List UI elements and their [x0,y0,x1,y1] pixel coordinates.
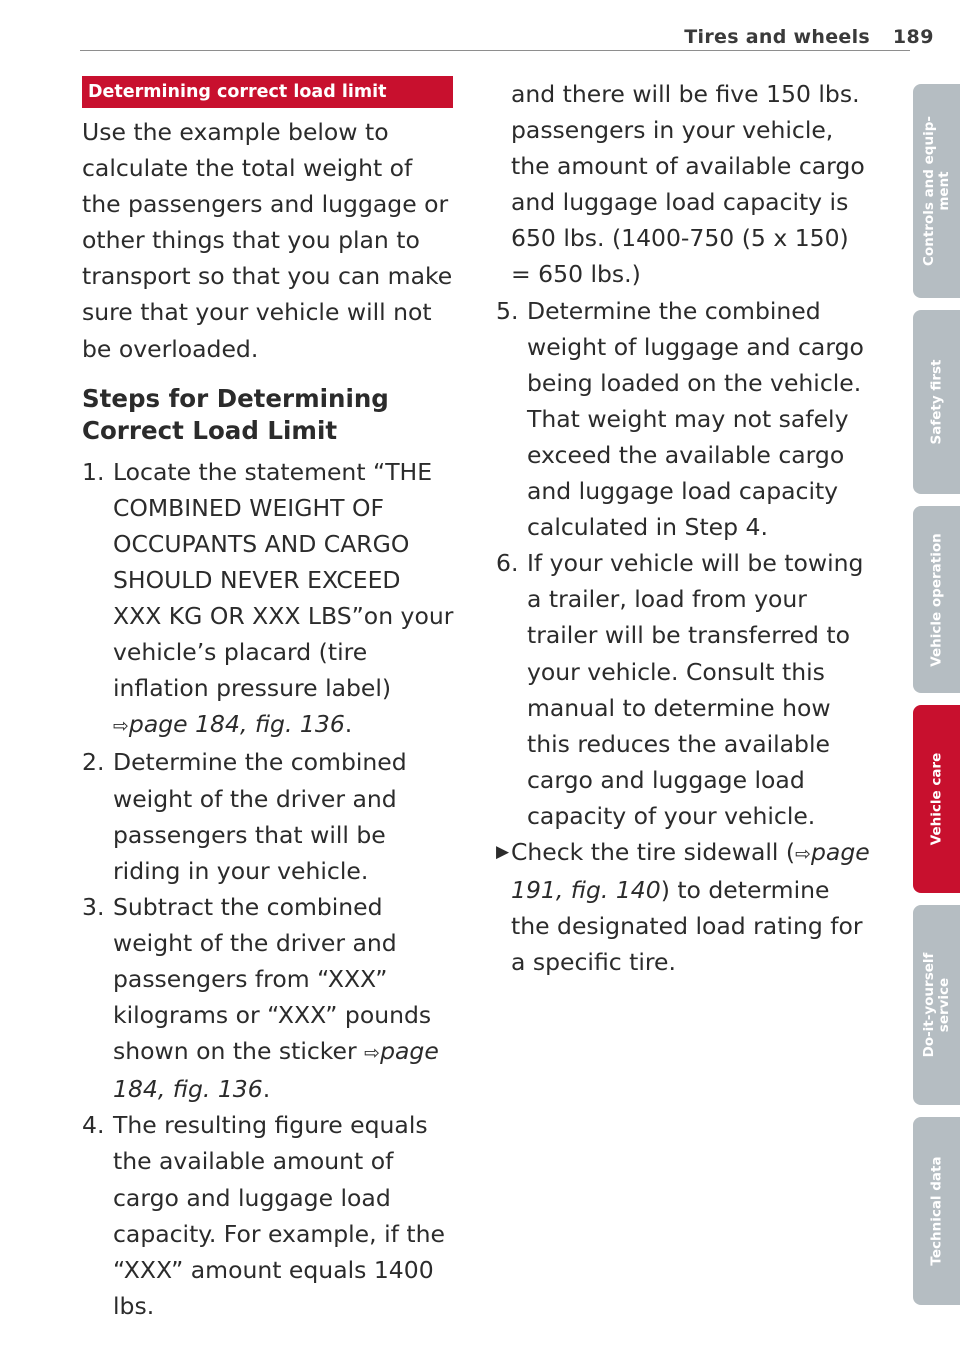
tab-label: ment [935,171,952,211]
step-number: 6. [496,549,519,578]
step-item [82,454,454,745]
step-text: Determine the combined weight of luggage and cargo being loaded on the vehicle. That weight may not safely exceed the available cargo and luggage load capacity calculated in Step 4. [527,296,864,542]
section-band: Determining correct load limit [82,76,453,108]
tab-label: Safety first [928,359,944,445]
left-column [82,76,454,1324]
step-number: 2. [82,748,105,777]
bullet-text: Check the tire sidewall ( [511,837,796,866]
bullet-item [496,834,874,980]
tab-label: Technical data [928,1156,944,1266]
tab-vehicle-operation[interactable] [913,506,960,693]
step-number: 5. [496,296,519,325]
steps-list-continued [496,293,874,834]
step-number: 3. [82,892,105,921]
tab-technical-data[interactable] [913,1117,960,1305]
page-reference-link[interactable]: page 184, fig. 136 [128,710,345,739]
tab-vehicle-care[interactable] [913,705,960,893]
running-title: Tires and wheels [684,26,870,48]
page-number: 189 [892,26,934,48]
step-item [496,545,874,834]
tab-label: Vehicle operation [928,532,944,667]
chapter-tabs [913,84,960,1317]
header-rule [80,50,910,51]
right-column [496,76,874,980]
step-text: If your vehicle will be towing a trailer, load from your trailer will be transferred to your vehicle. Consult this manual to determine how this reduces the available cargo and luggage load capacity of your vehicle. [527,549,864,830]
step-text: Determine the combined weight of the driver and passengers that will be riding in your vehicle. [113,748,407,885]
triangle-bullet-icon: ▶ [496,841,510,862]
page-reference-arrow-icon: ⇨ [113,715,129,738]
page-reference-link[interactable]: page 184, fig. 136 [113,1037,439,1104]
step-item [82,889,454,1108]
step-continuation: and there will be five 150 lbs. passengers in your vehicle, the amount of available cargo and luggage load capacity is 650 lbs. (1400-750 (5 x 150) = 650 lbs.) [511,80,865,289]
page-reference-arrow-icon: ⇨ [364,1042,381,1065]
step-text: Locate the statement “THE COMBINED WEIGHT OF OCCUPANTS AND CARGO SHOULD NEVER EXCEED XXX KG OR XXX LBS”on your vehicle’s placard (tire inflation pressure label) [113,457,454,703]
steps-heading: Steps for Determining Correct Load Limit [82,383,389,446]
page-reference-arrow-icon: ⇨ [795,842,811,865]
tab-controls-and-equipment[interactable] [913,84,960,298]
step-text: The resulting figure equals the available amount of cargo and luggage load capacity. For example, if the “XXX” amount equals 1400 lbs. [113,1111,445,1320]
step-text-end: . [262,1075,271,1104]
tab-label: service [935,977,952,1033]
step-number: 4. [82,1111,105,1140]
step-item [496,293,874,546]
tab-safety-first[interactable] [913,310,960,494]
page-reference-link[interactable]: page 191, fig. 140 [511,837,870,905]
step-text: Subtract the combined weight of the driver and passengers from “XXX” kilograms or “XXX” pounds shown on the sticker [113,892,432,1066]
bullet-text-end: ) to determine the designated load rating for a specific tire. [511,876,863,977]
tab-do-it-yourself-service[interactable] [913,905,960,1105]
intro-paragraph: Use the example below to calculate the total weight of the passengers and luggage or other things that you plan to transport so that you can make sure that your vehicle will not be overloaded. [82,118,453,363]
step-text-end: . [344,710,353,739]
step-item [82,744,454,888]
step-item [82,1107,454,1324]
step-number: 1. [82,457,105,486]
tab-label: Controls and equip- [920,116,937,266]
tab-label: Vehicle care [928,752,944,846]
tab-label: Do-it-yourself [920,952,937,1058]
steps-list [82,454,454,1324]
